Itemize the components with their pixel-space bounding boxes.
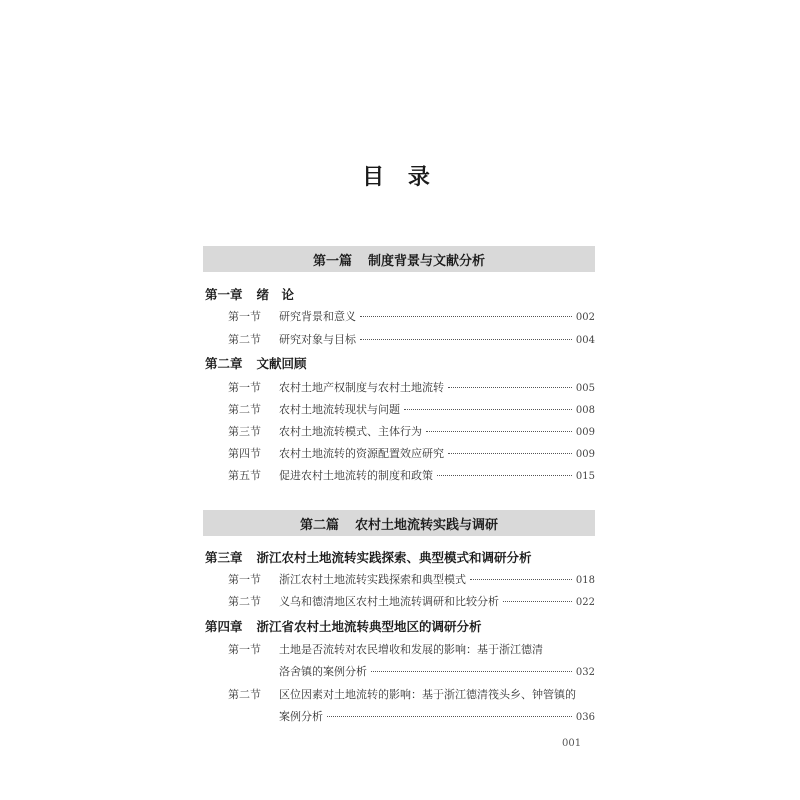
dot-leader: [327, 716, 572, 717]
chapter-title: 浙江省农村土地流转典型地区的调研分析: [256, 619, 482, 634]
dot-leader: [448, 453, 572, 454]
section-label: 第一节: [228, 310, 261, 323]
page-title: 目 录: [362, 165, 438, 190]
part-label: 第二篇: [299, 517, 339, 533]
section-title: 促进农村土地流转的制度和政策: [279, 469, 433, 482]
page-number: 009: [575, 449, 595, 460]
chapter-label: 第一章: [205, 287, 243, 302]
dot-leader: [360, 339, 572, 340]
toc-entry[interactable]: [228, 379, 595, 397]
section-label: 第一节: [228, 573, 261, 586]
page-number: 022: [575, 597, 595, 608]
section-title: 土地是否流转对农民增收和发展的影响：基于浙江德清: [279, 643, 543, 656]
chapter-heading-4: [205, 617, 482, 635]
dot-leader: [426, 431, 572, 432]
page-number: 008: [575, 405, 595, 416]
part-title: 农村土地流转实践与调研: [355, 517, 499, 533]
section-title: 研究背景和意义: [279, 310, 356, 323]
section-title: 研究对象与目标: [279, 333, 356, 346]
section-label: 第二节: [228, 688, 261, 701]
toc-entry[interactable]: [228, 445, 595, 463]
section-label: 第二节: [228, 403, 261, 416]
dot-leader: [470, 579, 572, 580]
toc-entry[interactable]: [228, 423, 595, 441]
chapter-title: 绪 论: [256, 287, 295, 302]
page-number: 032: [575, 667, 595, 678]
part-heading-1: [203, 246, 595, 272]
dot-leader: [404, 409, 572, 410]
toc-entry[interactable]: [228, 686, 595, 704]
section-title: 农村土地流转模式、主体行为: [279, 425, 422, 438]
toc-entry[interactable]: [228, 467, 595, 485]
section-title: 农村土地流转现状与问题: [279, 403, 400, 416]
section-title: 浙江农村土地流转实践探索和典型模式: [279, 573, 466, 586]
toc-entry[interactable]: [228, 593, 595, 611]
page-number: 004: [575, 335, 595, 346]
section-title: 农村土地产权制度与农村土地流转: [279, 381, 444, 394]
section-label: 第一节: [228, 381, 261, 394]
chapter-heading-2: [205, 354, 307, 372]
chapter-title: 文献回顾: [256, 356, 307, 371]
section-label: 第三节: [228, 425, 261, 438]
section-label: 第二节: [228, 333, 261, 346]
toc-entry[interactable]: [228, 401, 595, 419]
toc-entry[interactable]: [228, 308, 595, 326]
page-number: 005: [575, 383, 595, 394]
toc-entry[interactable]: [228, 571, 595, 589]
section-title-continued: 案例分析: [279, 710, 323, 723]
page-number: 018: [575, 575, 595, 586]
page-number: 036: [575, 712, 595, 723]
section-label: 第四节: [228, 447, 261, 460]
dot-leader: [503, 601, 572, 602]
section-label: 第二节: [228, 595, 261, 608]
page-number: 015: [575, 471, 595, 482]
part-title: 制度背景与文献分析: [368, 253, 486, 269]
folio-number: 001: [562, 738, 582, 749]
dot-leader: [437, 475, 572, 476]
section-title-continued: 洛舍镇的案例分析: [279, 665, 367, 678]
dot-leader: [360, 316, 572, 317]
toc-entry[interactable]: [228, 641, 595, 659]
dot-leader: [448, 387, 572, 388]
chapter-heading-1: [205, 285, 294, 303]
part-heading-2: [203, 510, 595, 536]
section-label: 第五节: [228, 469, 261, 482]
page-number: 002: [575, 312, 595, 323]
toc-entry-continuation[interactable]: [279, 708, 595, 726]
chapter-label: 第四章: [205, 619, 243, 634]
chapter-title: 浙江农村土地流转实践探索、典型模式和调研分析: [256, 550, 532, 565]
dot-leader: [371, 671, 572, 672]
chapter-label: 第二章: [205, 356, 243, 371]
chapter-heading-3: [205, 548, 532, 566]
section-label: 第一节: [228, 643, 261, 656]
part-label: 第一篇: [312, 253, 352, 269]
chapter-label: 第三章: [205, 550, 243, 565]
page-number: 009: [575, 427, 595, 438]
toc-entry-continuation[interactable]: [279, 663, 595, 681]
toc-entry[interactable]: [228, 331, 595, 349]
section-title: 义乌和德清地区农村土地流转调研和比较分析: [279, 595, 499, 608]
section-title: 农村土地流转的资源配置效应研究: [279, 447, 444, 460]
section-title: 区位因素对土地流转的影响：基于浙江德清筏头乡、钟管镇的: [279, 688, 576, 701]
